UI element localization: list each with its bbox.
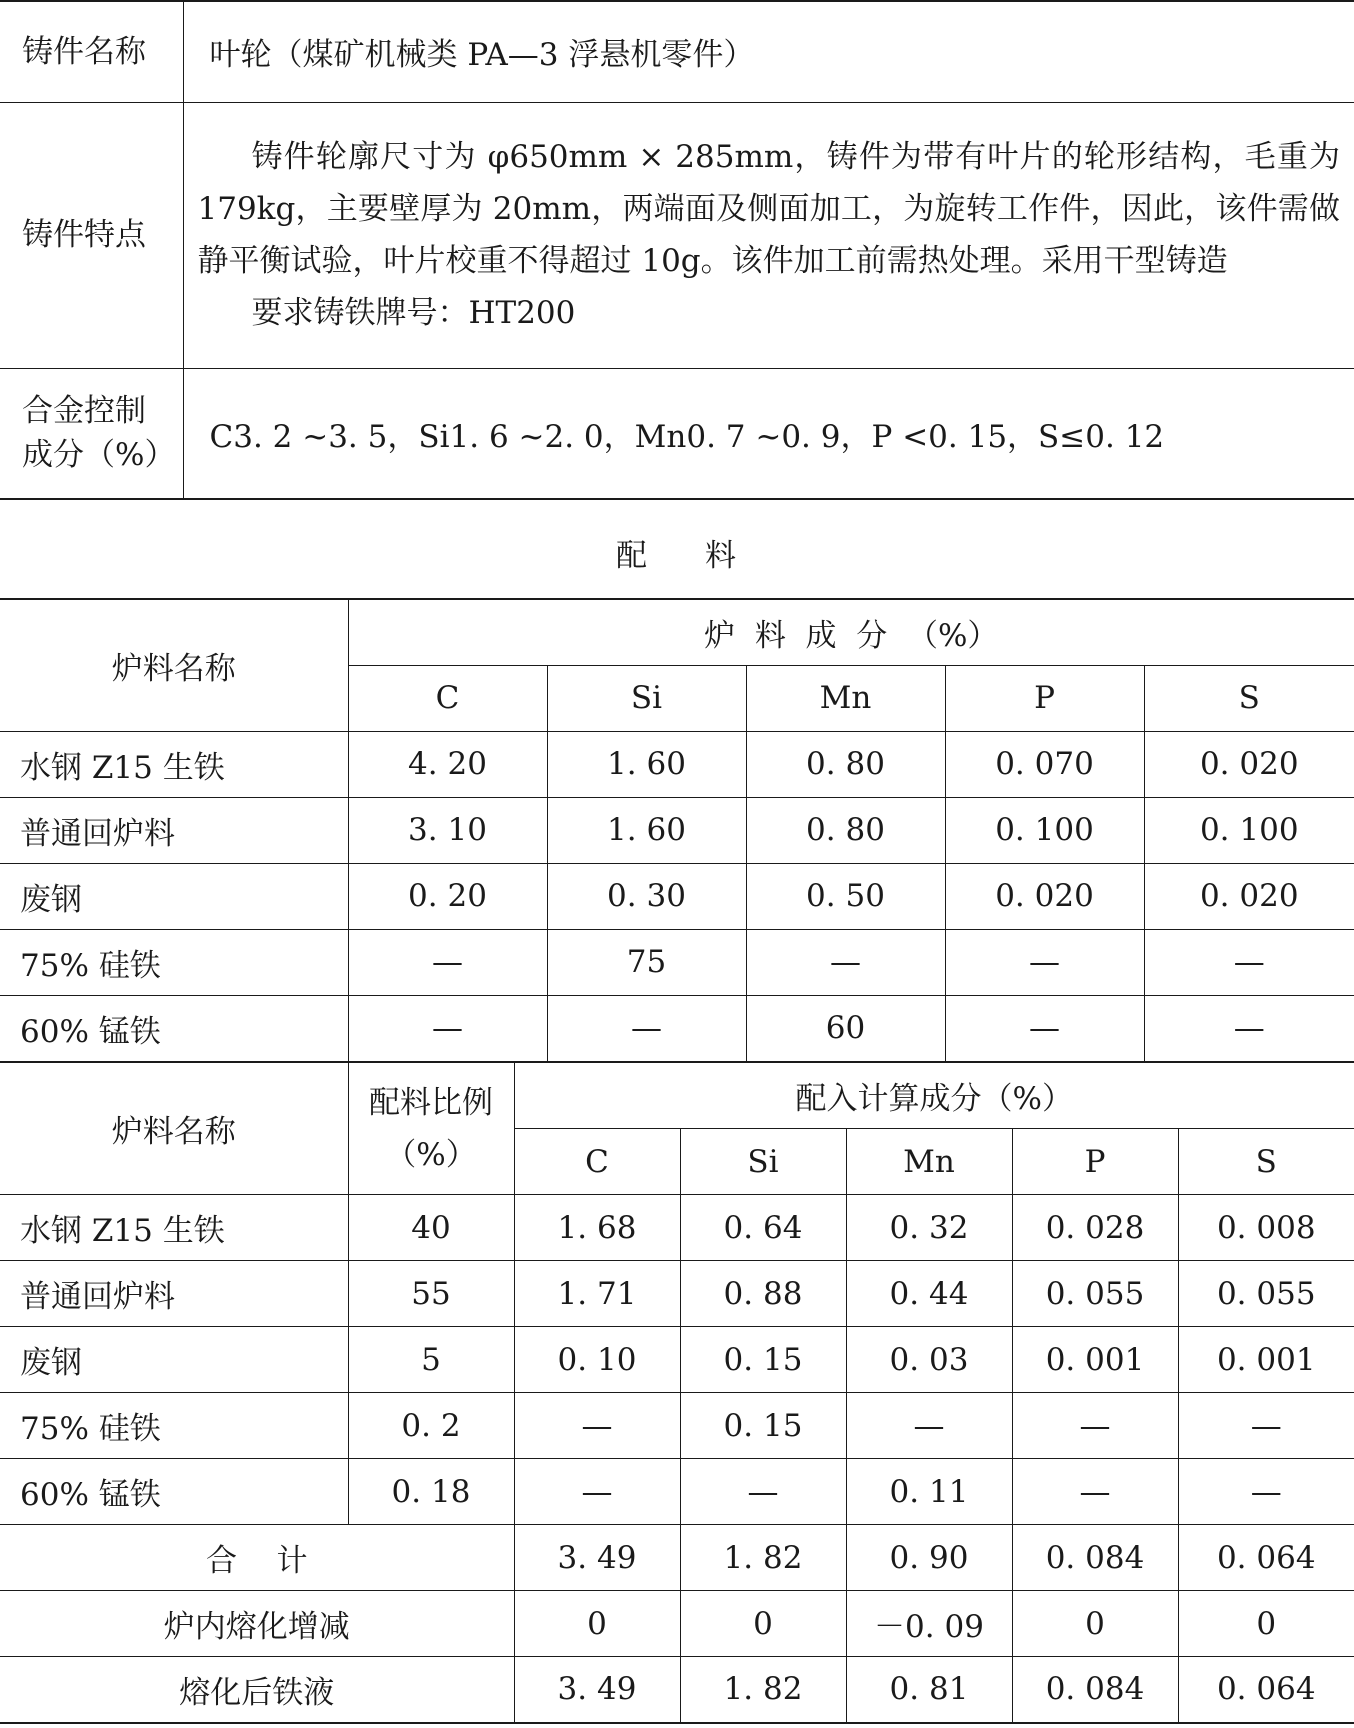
charge-c: — — [348, 995, 547, 1061]
charge-c: 3. 10 — [348, 797, 547, 863]
alloy-control-label-line2: 成分（%） — [22, 437, 176, 474]
summary-label: 熔化后铁液 — [0, 1657, 514, 1723]
calc-ratio: 0. 18 — [348, 1459, 514, 1525]
charge-element-s: S — [1144, 665, 1354, 731]
charge-name: 普通回炉料 — [0, 797, 348, 863]
calc-name: 水钢 Z15 生铁 — [0, 1195, 348, 1261]
charge-si: 75 — [547, 929, 746, 995]
charge-c: — — [348, 929, 547, 995]
charge-c: 0. 20 — [348, 863, 547, 929]
casting-features-label: 铸件特点 — [0, 102, 183, 368]
charge-element-mn: Mn — [746, 665, 945, 731]
table-row — [0, 1459, 1354, 1525]
calc-ratio: 0. 2 — [348, 1393, 514, 1459]
calc-mn: 0. 03 — [846, 1327, 1012, 1393]
calc-ratio: 55 — [348, 1261, 514, 1327]
table-row — [0, 1195, 1354, 1261]
summary-mn: 0. 90 — [846, 1525, 1012, 1591]
summary-p: 0. 084 — [1012, 1657, 1178, 1723]
charge-p: 0. 100 — [945, 797, 1144, 863]
summary-c: 3. 49 — [514, 1657, 680, 1723]
charge-si: 0. 30 — [547, 863, 746, 929]
charge-c: 4. 20 — [348, 731, 547, 797]
table-row — [0, 995, 1354, 1061]
charge-s: 0. 100 — [1144, 797, 1354, 863]
table-row — [0, 863, 1354, 929]
calc-element-p: P — [1012, 1129, 1178, 1195]
calc-p: 0. 001 — [1012, 1327, 1178, 1393]
charge-header-row — [0, 599, 1354, 665]
casting-features-cell — [183, 102, 1354, 368]
summary-s: 0. 064 — [1178, 1657, 1354, 1723]
charge-mn: 0. 80 — [746, 797, 945, 863]
charge-p: 0. 020 — [945, 863, 1144, 929]
calc-si: 0. 88 — [680, 1261, 846, 1327]
caption-char-1: 配 — [616, 538, 649, 574]
charge-name: 废钢 — [0, 863, 348, 929]
molten-iron-row — [0, 1657, 1354, 1723]
calc-si: — — [680, 1459, 846, 1525]
calc-si: 0. 15 — [680, 1393, 846, 1459]
summary-c: 0 — [514, 1591, 680, 1657]
calc-name: 废钢 — [0, 1327, 348, 1393]
alloy-control-label-line1: 合金控制 — [22, 393, 146, 430]
calc-element-si: Si — [680, 1129, 846, 1195]
charge-p: 0. 070 — [945, 731, 1144, 797]
calc-mn: — — [846, 1393, 1012, 1459]
calc-c: 1. 68 — [514, 1195, 680, 1261]
casting-features-text: 铸件轮廓尺寸为 φ650mm × 285mm，铸件为带有叶片的轮形结构，毛重为 179kg，主要壁厚为 20mm，两端面及侧面加工，为旋转工作件，因此，该件需做静平衡试验，叶片校重不得超过 10g。该件加工前需热处理。采用干型铸造 — [197, 139, 1340, 279]
charge-si: 1. 60 — [547, 731, 746, 797]
charge-mn: 60 — [746, 995, 945, 1061]
table-row — [0, 929, 1354, 995]
calc-element-mn: Mn — [846, 1129, 1012, 1195]
calc-si: 0. 64 — [680, 1195, 846, 1261]
summary-si: 1. 82 — [680, 1657, 846, 1723]
casting-name-row — [0, 1, 1354, 102]
table-row — [0, 797, 1354, 863]
calc-element-s: S — [1178, 1129, 1354, 1195]
calc-name: 75% 硅铁 — [0, 1393, 348, 1459]
charge-name: 水钢 Z15 生铁 — [0, 731, 348, 797]
total-row — [0, 1525, 1354, 1591]
summary-mn: －0. 09 — [846, 1591, 1012, 1657]
table-row — [0, 731, 1354, 797]
calc-s: — — [1178, 1459, 1354, 1525]
charge-s: — — [1144, 995, 1354, 1061]
calc-ratio-header-line1: 配料比例 — [369, 1084, 493, 1121]
charge-s: 0. 020 — [1144, 863, 1354, 929]
calc-composition-header: 配入计算成分（%） — [514, 1063, 1354, 1129]
charge-element-si: Si — [547, 665, 746, 731]
calc-s: 0. 008 — [1178, 1195, 1354, 1261]
calc-name: 普通回炉料 — [0, 1261, 348, 1327]
calc-mn: 0. 11 — [846, 1459, 1012, 1525]
calc-c: — — [514, 1393, 680, 1459]
summary-mn: 0. 81 — [846, 1657, 1012, 1723]
calc-s: — — [1178, 1393, 1354, 1459]
alloy-control-row — [0, 368, 1354, 499]
summary-si: 1. 82 — [680, 1525, 846, 1591]
calc-ratio: 40 — [348, 1195, 514, 1261]
summary-p: 0 — [1012, 1591, 1178, 1657]
summary-c: 3. 49 — [514, 1525, 680, 1591]
charge-mn: 0. 50 — [746, 863, 945, 929]
calc-ratio-header — [348, 1063, 514, 1195]
calc-si: 0. 15 — [680, 1327, 846, 1393]
summary-label: 炉内熔化增减 — [0, 1591, 514, 1657]
charge-name: 75% 硅铁 — [0, 929, 348, 995]
caption-char-2: 料 — [705, 538, 738, 574]
summary-si: 0 — [680, 1591, 846, 1657]
casting-name-label: 铸件名称 — [0, 1, 183, 102]
summary-p: 0. 084 — [1012, 1525, 1178, 1591]
charge-name: 60% 锰铁 — [0, 995, 348, 1061]
casting-features-row — [0, 102, 1354, 368]
calc-p: 0. 055 — [1012, 1261, 1178, 1327]
charge-s: 0. 020 — [1144, 731, 1354, 797]
casting-features-requirement: 要求铸铁牌号：HT200 — [251, 295, 576, 331]
calc-p: — — [1012, 1459, 1178, 1525]
melting-change-row — [0, 1591, 1354, 1657]
charge-p: — — [945, 995, 1144, 1061]
charge-name-header: 炉料名称 — [0, 599, 348, 731]
calc-s: 0. 001 — [1178, 1327, 1354, 1393]
alloy-control-label — [0, 368, 183, 499]
charge-mn: — — [746, 929, 945, 995]
calc-p: 0. 028 — [1012, 1195, 1178, 1261]
calc-c: — — [514, 1459, 680, 1525]
calc-s: 0. 055 — [1178, 1261, 1354, 1327]
charge-composition-table — [0, 598, 1354, 1062]
summary-s: 0 — [1178, 1591, 1354, 1657]
summary-s: 0. 064 — [1178, 1525, 1354, 1591]
calc-ratio-header-line2: （%） — [385, 1136, 477, 1173]
calc-ratio: 5 — [348, 1327, 514, 1393]
calculated-composition-table — [0, 1062, 1354, 1724]
casting-name-value: 叶轮（煤矿机械类 PA—3 浮悬机零件） — [183, 1, 1354, 102]
calc-p: — — [1012, 1393, 1178, 1459]
calc-header-row — [0, 1063, 1354, 1129]
calc-name-header: 炉料名称 — [0, 1063, 348, 1195]
charge-composition-header: 炉 料 成 分 （%） — [348, 599, 1354, 665]
calc-c: 0. 10 — [514, 1327, 680, 1393]
calc-mn: 0. 32 — [846, 1195, 1012, 1261]
summary-label: 合 计 — [0, 1525, 514, 1591]
charge-si: 1. 60 — [547, 797, 746, 863]
calc-element-c: C — [514, 1129, 680, 1195]
calc-c: 1. 71 — [514, 1261, 680, 1327]
table-row — [0, 1261, 1354, 1327]
table-row — [0, 1327, 1354, 1393]
charge-element-p: P — [945, 665, 1144, 731]
charge-p: — — [945, 929, 1144, 995]
charge-mn: 0. 80 — [746, 731, 945, 797]
charge-element-c: C — [348, 665, 547, 731]
charge-si: — — [547, 995, 746, 1061]
alloy-control-value: C3. 2 ~3. 5，Si1. 6 ~2. 0，Mn0. 7 ~0. 9，P <0. 15，S≤0. 12 — [183, 368, 1354, 499]
casting-info-table — [0, 0, 1354, 500]
section-caption — [0, 530, 1354, 575]
calc-name: 60% 锰铁 — [0, 1459, 348, 1525]
calc-mn: 0. 44 — [846, 1261, 1012, 1327]
table-row — [0, 1393, 1354, 1459]
charge-s: — — [1144, 929, 1354, 995]
